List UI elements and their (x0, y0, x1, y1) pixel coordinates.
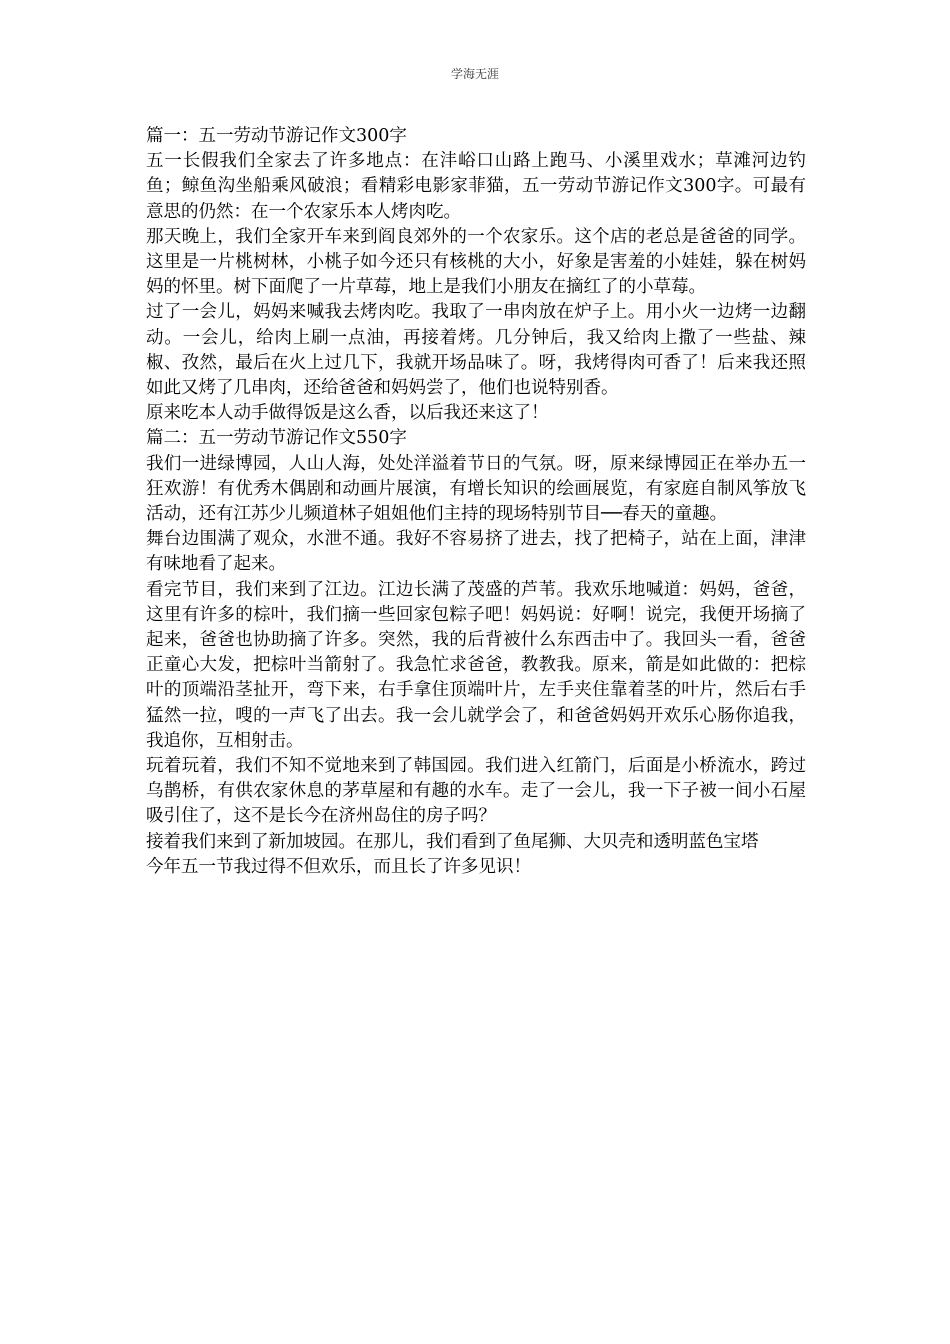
paragraph: 五一长假我们全家去了许多地点：在沣峪口山路上跑马、小溪里戏水；草滩河边钓鱼；鲸鱼沟坐船乘风破浪；看精彩电影家菲猫，五一劳动节游记作文300字。可最有意思的仍然：在一个农家乐本人烤肉吃。 (146, 151, 806, 222)
paragraph: 舞台边围满了观众，水泄不通。我好不容易挤了进去，找了把椅子，站在上面，津津有味地看了起来。 (146, 529, 806, 575)
paragraph: 玩着玩着，我们不知不觉地来到了韩国园。我们进入红箭门，后面是小桥流水，跨过乌鹊桥，有供农家休息的茅草屋和有趣的水车。走了一会儿，我一下子被一间小石屋吸引住了，这不是长今在济州岛住的房子吗？ (146, 756, 806, 827)
page-header: 学海无涯 (450, 67, 499, 81)
section-title-2: 篇二：五一劳动节游记作文550字 (146, 428, 407, 449)
paragraph: 今年五一节我过得不但欢乐，而且长了许多见识！ (146, 856, 531, 877)
paragraph: 看完节目，我们来到了江边。江边长满了茂盛的芦苇。我欢乐地喊道：妈妈，爸爸，这里有许多的棕叶，我们摘一些回家包粽子吧！妈妈说：好啊！说完，我便开场摘了起来，爸爸也协助摘了许多。突然，我的后背被什么东西击中了。我回头一看，爸爸正童心大发，把棕叶当箭射了。我急忙求爸爸，教教我。原来，箭是如此做的：把棕叶的顶端沿茎扯开，弯下来，右手拿住顶端叶片，左手夹住靠着茎的叶片，然后右手猛然一拉，嗖的一声飞了出去。我一会儿就学会了，和爸爸妈妈开欢乐心肠你追我，我追你，互相射击。 (146, 579, 806, 751)
section-title-1: 篇一：五一劳动节游记作文300字 (146, 126, 407, 146)
paragraph: 那天晚上，我们全家开车来到阎良郊外的一个农家乐。这个店的老总是爸爸的同学。这里是一片桃树林，小桃子如今还只有核桃的大小，好象是害羞的小娃娃，躲在树妈妈的怀里。树下面爬了一片草莓，地上是我们小朋友在摘红了的小草莓。 (146, 226, 806, 298)
paragraph: 我们一进绿博园，人山人海，处处洋溢着节日的气氛。呀，原来绿博园正在举办五一狂欢游！有优秀木偶剧和动画片展演，有增长知识的绘画展览，有家庭自制风筝放飞活动，还有江苏少儿频道林子姐姐他们主持的现场特别节目──春天的童趣。 (146, 453, 806, 525)
paragraph: 原来吃本人动手做得饭是这么香，以后我还来这了！ (146, 403, 549, 424)
paragraph: 接着我们来到了新加坡园。在那儿，我们看到了鱼尾狮、大贝壳和透明蓝色宝塔 (146, 831, 759, 852)
document-body (146, 124, 806, 880)
paragraph: 过了一会儿，妈妈来喊我去烤肉吃。我取了一串肉放在炉子上。用小火一边烤一边翻动。一会儿，给肉上刷一点油，再接着烤。几分钟后，我又给肉上撒了一些盐、辣椒、孜然，最后在火上过几下，我就开场品味了。呀，我烤得肉可香了！后来我还照如此又烤了几串肉，还给爸爸和妈妈尝了，他们也说特别香。 (146, 302, 806, 399)
